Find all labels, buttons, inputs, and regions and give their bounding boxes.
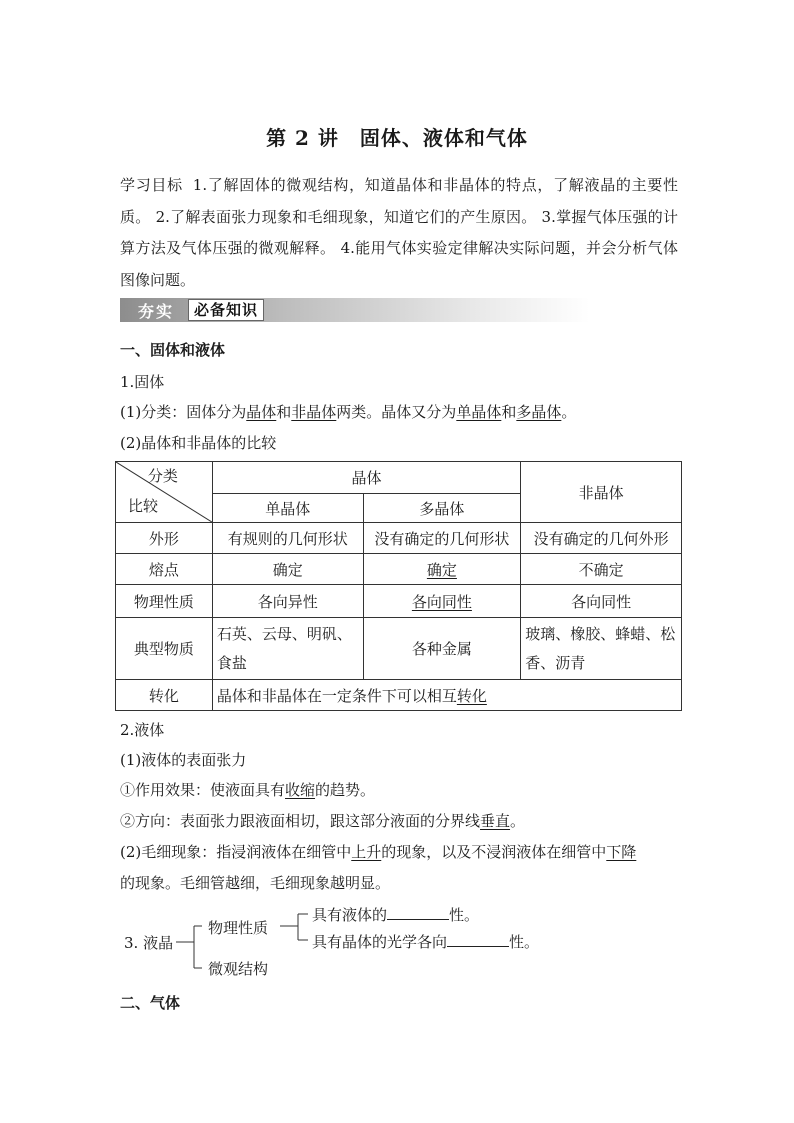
- answer-perpendicular: 垂直: [480, 812, 511, 830]
- objectives-label: 学习目标: [120, 176, 183, 194]
- blank-line: [447, 932, 509, 947]
- table-cell: 各向同性: [521, 585, 682, 618]
- text: (2)毛细现象：指浸润液体在细管中: [120, 843, 352, 861]
- table-cell-transform: [212, 680, 681, 711]
- text: 性。: [509, 933, 540, 951]
- row-label: 典型物质: [116, 618, 213, 680]
- table-cell: 玻璃、橡胶、蜂蜡、松香、沥青: [521, 618, 682, 680]
- section1-heading: 一、固体和液体: [120, 341, 226, 359]
- table-cell: 石英、云母、明矾、食盐: [212, 618, 363, 680]
- table-corner-cell: [116, 462, 213, 523]
- row-label: 外形: [116, 523, 213, 554]
- table-cell: 确定: [212, 554, 363, 585]
- row-label: 物理性质: [116, 585, 213, 618]
- corner-bottom-label: 比较: [128, 497, 159, 515]
- compare-heading: (2)晶体和非晶体的比较: [120, 434, 277, 452]
- header-amorphous: 非晶体: [521, 462, 682, 523]
- effect-line: [120, 779, 375, 800]
- text: 。: [561, 403, 577, 421]
- answer-crystal: 晶体: [246, 403, 277, 421]
- table-cell: 各种金属: [363, 618, 521, 680]
- micro-structure-label: 微观结构: [208, 960, 269, 978]
- header-polycrystal: 多晶体: [363, 494, 521, 523]
- row-label: 转化: [116, 680, 213, 711]
- text: 的趋势。: [315, 781, 376, 799]
- answer-shrink: 收缩: [285, 781, 316, 799]
- text: 。: [510, 812, 526, 830]
- classify-line: [120, 401, 576, 422]
- answer-isotropy: 各向同性: [411, 592, 472, 611]
- blank-line: [387, 905, 449, 920]
- text: 性。: [449, 906, 480, 924]
- text: 两类。晶体又分为: [336, 403, 457, 421]
- table-cell: [363, 585, 521, 618]
- answer-fall: 下降: [606, 843, 637, 861]
- objectives-text: 1.了解固体的微观结构，知道晶体和非晶体的特点，了解液晶的主要性质。 2.了解表面张力现象和毛细现象，知道它们的产生原因。 3.掌握气体压强的计算方法及气体压强的微观解释。 4.能用气体实验定律解决实际问题，并会分析气体图像问题。: [120, 176, 678, 289]
- text: 和: [276, 403, 292, 421]
- answer-single-crystal: 单晶体: [456, 403, 502, 421]
- physical-properties-label: 物理性质: [208, 919, 269, 937]
- capillary-line: [120, 841, 636, 862]
- text: 具有晶体的光学各向: [312, 933, 448, 951]
- property-item-2: [312, 931, 539, 952]
- learning-objectives: [120, 170, 678, 296]
- answer-melting-point: 确定: [426, 560, 457, 579]
- text: 具有液体的: [312, 906, 388, 924]
- text: (1)分类：固体分为: [120, 403, 247, 421]
- answer-amorphous: 非晶体: [291, 403, 337, 421]
- text: ②方向：表面张力跟液面相切，跟这部分液面的分界线: [120, 812, 481, 830]
- table-cell: 不确定: [521, 554, 682, 585]
- direction-line: [120, 810, 525, 831]
- liquid-crystal-label: 3. 液晶: [124, 934, 174, 952]
- header-single-crystal: 单晶体: [212, 494, 363, 523]
- text: 的现象，以及不浸润液体在细管中: [381, 843, 607, 861]
- solid-subheading: 1.固体: [120, 373, 165, 391]
- corner-top-label: 分类: [147, 467, 178, 485]
- table-cell: 没有确定的几何形状: [363, 523, 521, 554]
- header-crystal: 晶体: [212, 462, 520, 494]
- text: 和: [501, 403, 517, 421]
- answer-polycrystal: 多晶体: [516, 403, 562, 421]
- text: ①作用效果：使液面具有: [120, 781, 286, 799]
- liquid-crystal-diagram: [120, 900, 590, 980]
- section-banner: [120, 298, 590, 322]
- answer-transform: 转化: [456, 686, 487, 705]
- table-cell: 各向异性: [212, 585, 363, 618]
- table-cell: 有规则的几何形状: [212, 523, 363, 554]
- capillary-line-2: 的现象。毛细管越细，毛细现象越明显。: [120, 874, 391, 892]
- surface-tension-heading: (1)液体的表面张力: [120, 751, 247, 769]
- comparison-table: [115, 461, 682, 711]
- banner-part2: 必备知识: [188, 299, 264, 321]
- table-cell: [363, 554, 521, 585]
- page-title: 第 2 讲 固体、液体和气体: [266, 126, 528, 150]
- text: 晶体和非晶体在一定条件下可以相互: [216, 686, 457, 705]
- table-cell: 没有确定的几何外形: [521, 523, 682, 554]
- section2-heading: 二、气体: [120, 994, 181, 1012]
- property-item-1: [312, 904, 479, 925]
- banner-part1: 夯实: [138, 302, 175, 321]
- row-label: 熔点: [116, 554, 213, 585]
- answer-rise: 上升: [351, 843, 382, 861]
- liquid-subheading: 2.液体: [120, 721, 165, 739]
